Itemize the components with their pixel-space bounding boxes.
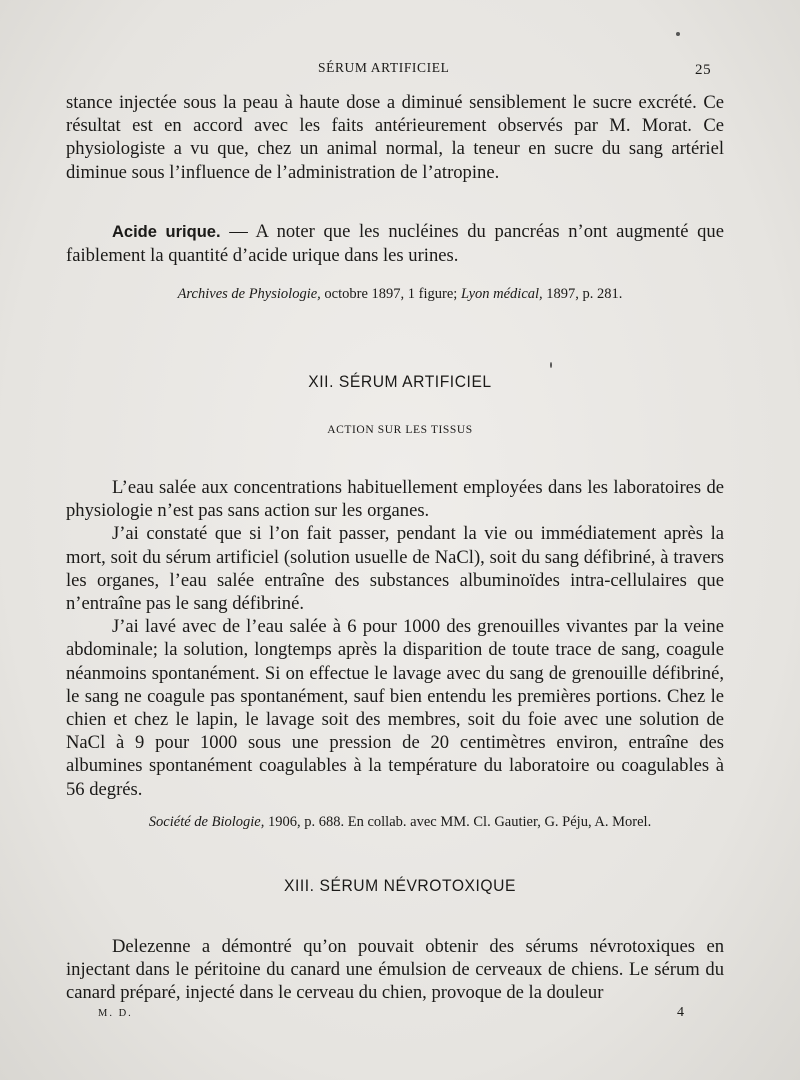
- section-xii-subtitle: ACTION SUR LES TISSUS: [327, 424, 473, 436]
- intro-paragraph-block: [66, 91, 724, 184]
- running-title: SÉRUM ARTIFICIEL: [318, 60, 450, 75]
- footer-signature: M. D.: [98, 1008, 133, 1019]
- running-head: [0, 60, 800, 82]
- page-number: 25: [695, 62, 712, 78]
- section-xii-paragraph-3: J’ai lavé avec de l’eau salée à 6 pour 1000 des grenouilles vivantes par la veine abdominale; la solution, longtemps après la disparition de toute trace de sang, coagule néanmoins spontanément. Si on effectue le lavage avec du sang de grenouille défibriné, le sang ne coagule pas spontanément, sauf bien entendu les premières portions. Chez le chien et chez le lapin, le lavage soit des membres, soit du foie avec une solution de NaCl à 9 pour 1000 sous une pression de 20 centimètres environ, entraîne des albumines spontanément coagulables à la température du laboratoire ou coagulables à 56 degrés.: [66, 616, 724, 800]
- reference-1: [60, 286, 740, 303]
- reference-1-detail-1: octobre 1897, 1 figure;: [320, 286, 461, 302]
- section-xii-title: XII. SÉRUM ARTIFICIEL: [308, 372, 492, 391]
- reference-1-journal-2: Lyon médical,: [460, 286, 543, 302]
- section-xii-paragraph-1: L’eau salée aux concentrations habituellement employées dans les laboratoires de physiologie n’est pas sans action sur les organes.: [66, 477, 724, 522]
- section-xiii-paragraph: Delezenne a démontré qu’on pouvait obtenir des sérums névrotoxiques en injectant dans le péritoine du canard une émulsion de cerveaux de chiens. Le sérum du canard préparé, injecté dans le cerveau du chien, provoque de la douleur: [66, 936, 724, 1004]
- section-xiii-title: XIII. SÉRUM NÉVROTOXIQUE: [284, 876, 516, 895]
- paper-speck: [550, 362, 552, 368]
- reference-1-detail-2: 1897, p. 281.: [542, 286, 623, 302]
- reference-2-detail: 1906, p. 688. En collab. avec MM. Cl. Gautier, G. Péju, A. Morel.: [264, 814, 652, 830]
- section-xiii-body: [66, 935, 724, 1005]
- intro-paragraph: stance injectée sous la peau à haute dose a diminué sensiblement le sucre excrété. Ce résultat est en accord avec les faits antérieurement observés par M. Morat. Ce physiologiste a vu que, chez un animal normal, la teneur en sucre du sang artériel diminue sous l’influence de l’administration de l’atropine.: [66, 92, 724, 183]
- footer-sheet-number: 4: [677, 1005, 684, 1020]
- acide-urique-text: — A noter que les nucléines du pancréas n’ont augmenté que faiblement la quantité d’acide urique dans les urines.: [66, 221, 724, 267]
- paper-speck: [676, 32, 680, 36]
- acide-urique-label: Acide urique.: [112, 223, 221, 241]
- acide-urique-paragraph: [66, 220, 724, 267]
- reference-2: [60, 814, 740, 831]
- reference-1-journal-1: Archives de Physiologie,: [177, 286, 321, 302]
- section-xii-paragraph-2: J’ai constaté que si l’on fait passer, pendant la vie ou immédiatement après la mort, soit du sérum artificiel (solution usuelle de NaCl), soit du sang défibriné, à travers les organes, l’eau salée entraîne des substances albuminoïdes intra-cellulaires que n’entraîne pas le sang défibriné.: [66, 523, 724, 615]
- section-xii-body: [66, 476, 724, 801]
- reference-2-journal: Société de Biologie,: [148, 814, 265, 830]
- acide-urique-block: [66, 220, 724, 267]
